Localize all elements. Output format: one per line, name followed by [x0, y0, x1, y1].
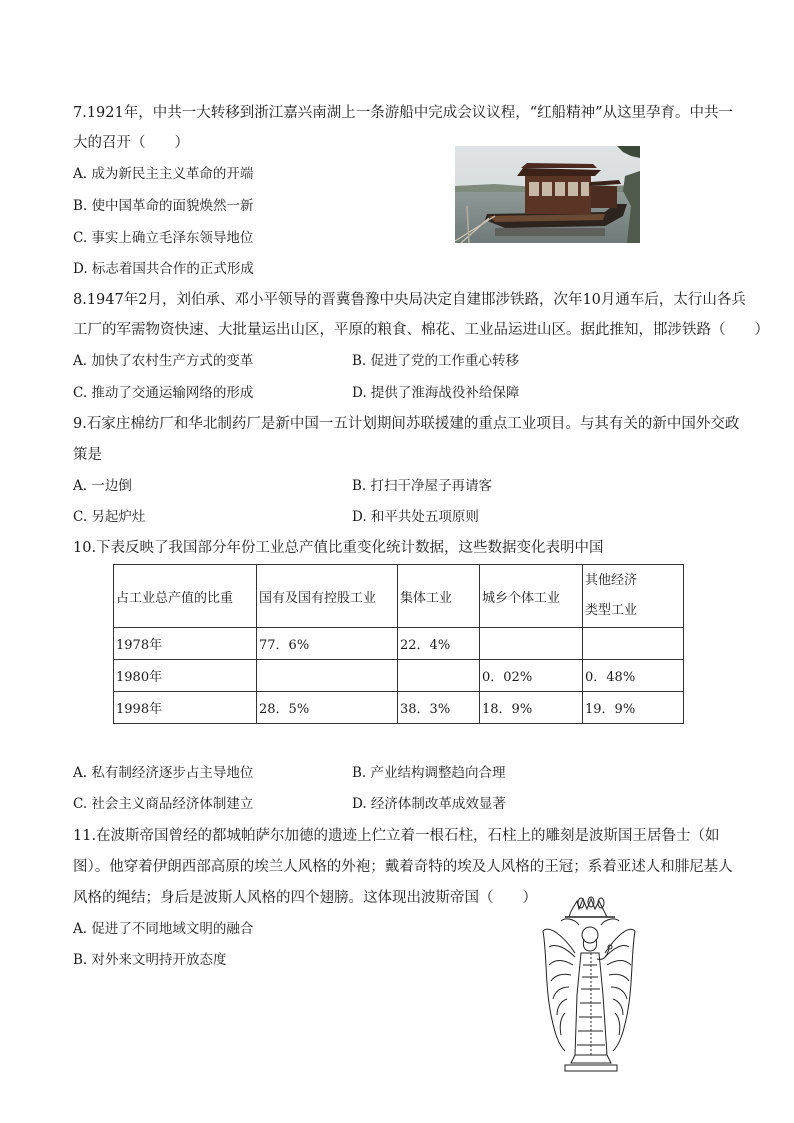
table-cell: 1980年: [114, 660, 257, 692]
table-header-cell: 占工业总产值的比重: [114, 565, 257, 628]
q7-stem-line-1: 7.1921年，中共一大转移到浙江嘉兴南湖上一条游船中完成会议议程，“红船精神”从这里孕育。中共一: [73, 105, 734, 121]
q9-stem-line-1: 9.石家庄棉纺厂和华北制药厂是新中国一五计划期间苏联援建的重点工业项目。与其有关的新中国外交政: [73, 416, 740, 432]
table-cell: 19．9%: [583, 692, 684, 724]
q9-option-a: A. 一边倒: [73, 478, 132, 494]
table-header-cell: 城乡个体工业: [480, 565, 583, 628]
table-cell: [583, 628, 684, 660]
q11-option-a: A. 促进了不同地域文明的融合: [73, 921, 254, 937]
q7-option-d: D. 标志着国共合作的正式形成: [73, 261, 254, 277]
q7-option-c: C. 事实上确立毛泽东领导地位: [73, 230, 254, 246]
q8-stem-line-1: 8.1947年2月，刘伯承、邓小平领导的晋冀鲁豫中央局决定自建邯涉铁路，次年10月通车后，太行山各兵: [73, 292, 746, 308]
table-cell: 22．4%: [398, 628, 480, 660]
q8-option-d: D. 提供了淮海战役补给保障: [352, 385, 520, 401]
q11-option-b: B. 对外来文明持开放态度: [73, 952, 227, 968]
industry-share-table: [113, 564, 684, 724]
table-cell: 1998年: [114, 692, 257, 724]
q7-stem-line-2: 大的召开（ ）: [73, 135, 189, 151]
q11-stem-line-2: 图）。他穿着伊朗西部高原的埃兰人风格的外袍；戴着奇特的埃及人风格的王冠；系着亚述人和腓尼基人: [73, 859, 733, 875]
table-header-line: 类型工业: [585, 603, 638, 618]
table-cell: [480, 628, 583, 660]
q11-stem-line-1: 11.在波斯帝国曾经的都城帕萨尔加德的遗迹上伫立着一根石柱，石柱上的雕刻是波斯国王居鲁士（如: [73, 828, 720, 844]
q9-option-b: B. 打扫干净屋子再请客: [352, 478, 493, 494]
q10-option-d: D. 经济体制改革成效显著: [352, 796, 506, 812]
table-header-cell: 国有及国有控股工业: [257, 565, 398, 628]
table-cell: [257, 660, 398, 692]
table-header-cell: [583, 565, 684, 628]
q7-option-a: A. 成为新民主主义革命的开端: [73, 166, 254, 182]
q10-option-b: B. 产业结构调整趋向合理: [352, 765, 506, 781]
red-boat-photo: [455, 146, 640, 243]
table-header-line: 其他经济: [585, 573, 638, 588]
cyrus-relief-drawing: [535, 895, 640, 1075]
table-row: [114, 692, 684, 724]
q9-stem-line-2: 策是: [73, 447, 102, 463]
table-cell: 1978年: [114, 628, 257, 660]
table-cell: 38．3%: [398, 692, 480, 724]
table-row: [114, 660, 684, 692]
q11-stem-line-3: 风格的绳结；身后是波斯人风格的四个翅膀。这体现出波斯帝国（ ）: [73, 890, 537, 906]
table-cell: 0．02%: [480, 660, 583, 692]
q9-option-c: C. 另起炉灶: [73, 509, 146, 525]
q9-option-d: D. 和平共处五项原则: [352, 509, 479, 525]
q8-option-c: C. 推动了交通运输网络的形成: [73, 385, 254, 401]
table-cell: 0．48%: [583, 660, 684, 692]
q8-option-b: B. 促进了党的工作重心转移: [352, 353, 520, 369]
table-cell: 18．9%: [480, 692, 583, 724]
q8-option-a: A. 加快了农村生产方式的变革: [73, 353, 254, 369]
table-cell: 28．5%: [257, 692, 398, 724]
table-cell: 77．6%: [257, 628, 398, 660]
table-header-row: [114, 565, 684, 628]
q10-option-a: A. 私有制经济逐步占主导地位: [73, 765, 254, 781]
q10-option-c: C. 社会主义商品经济体制建立: [73, 796, 254, 812]
q8-stem-line-2: 工厂的军需物资快速、大批量运出山区，平原的粮食、棉花、工业品运进山区。据此推知，邯涉铁路（ ）: [73, 322, 769, 338]
table-header-cell: 集体工业: [398, 565, 480, 628]
q10-stem: 10.下表反映了我国部分年份工业总产值比重变化统计数据，这些数据变化表明中国: [73, 540, 604, 556]
table-row: [114, 628, 684, 660]
q7-option-b: B. 使中国革命的面貌焕然一新: [73, 198, 254, 214]
table-cell: [398, 660, 480, 692]
